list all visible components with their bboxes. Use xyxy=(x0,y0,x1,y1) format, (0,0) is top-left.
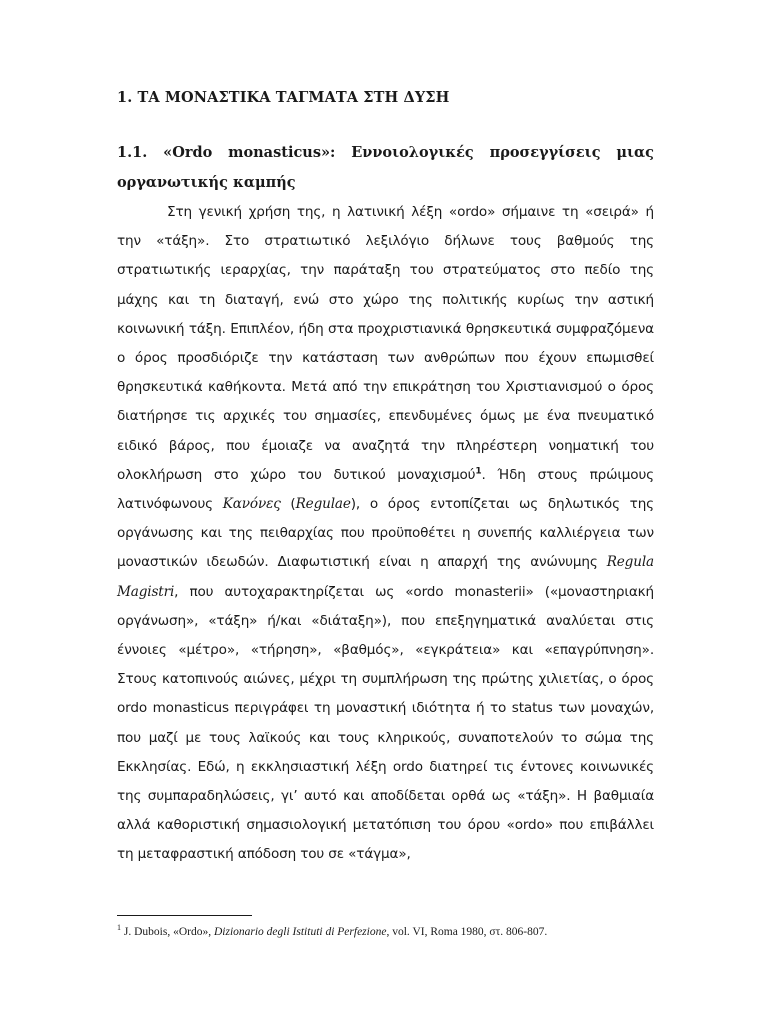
footnote-text-after: , vol. VI, Roma 1980, στ. 806-807. xyxy=(386,925,548,938)
paragraph-text-5: , που αυτοχαρακτηρίζεται ως «ordo monasterii» («μοναστηριακή οργάνωση», «τάξη» ή/και «διάταξη»), που επεξηγηματικά αναλύεται στις έννοιες «μέτρο», «τήρηση», «βαθμός», «εγκράτεια» και «επαγρύπνηση». Στους κατοπινούς αιώνες, μέχρι τη συμπλήρωση της πρώτης χιλιετίας, ο όρος ordo monasticus περιγράφει τη μοναστική ιδιότητα ή το status των μοναχών, που μαζί με τους λαϊκούς και τους κληρικούς, συναποτελούν το σώμα της Εκκλησίας. Εδώ, η εκκλησιαστική λέξη ordo διατηρεί τις έντονες κοινωνικές της συμπαραδηλώσεις, γι’ αυτό και αποδίδεται ορθά ως «τάξη». Η βαθμιαία αλλά καθοριστική σημασιολογική μετατόπιση του όρου «ordo» που επιβάλλει τη μεταφραστική απόδοση του σε «τάγμα», xyxy=(117,583,654,863)
footnote-separator xyxy=(117,915,252,916)
footnote-title: Dizionario degli Istituti di Perfezione xyxy=(213,925,387,938)
kanones-term: Κανόνες xyxy=(222,496,281,513)
paragraph-text-2: . Ήδη στους πρώιμους λατινόφωνους xyxy=(117,466,654,513)
chapter-heading: 1. ΤΑ ΜΟΝΑΣΤΙΚΑ ΤΑΓΜΑΤΑ ΣΤΗ ΔΥΣΗ xyxy=(117,89,450,106)
section-heading: 1.1. «Ordo monasticus»: Εννοιολογικές προσεγγίσεις μιας οργανωτικής καμπής xyxy=(117,144,654,191)
footnote-reference[interactable]: 1 xyxy=(475,466,482,477)
document-body xyxy=(117,88,654,870)
paragraph-text-3: ( xyxy=(280,496,296,513)
footnote-text-before: J. Dubois, «Ordo», xyxy=(121,925,214,938)
main-paragraph xyxy=(117,198,654,870)
footnote xyxy=(117,921,677,939)
paragraph-text-4: ), ο όρος εντοπίζεται ως δηλωτικός της οργάνωσης και της πειθαρχίας που προϋποθέτει η συνεπής καλλιέργεια των μοναστικών ιδεωδών. Διαφωτιστική είναι η απαρχή της ανώνυμης xyxy=(117,496,654,571)
regulae-term: Regulae xyxy=(295,496,351,513)
paragraph-text-1: Στη γενική χρήση της, η λατινική λέξη «ordo» σήμαινε τη «σειρά» ή την «τάξη». Στο στρατιωτικό λεξιλόγιο δήλωνε τους βαθμούς της στρατιωτικής ιεραρχίας, την παράταξη του στρατεύματος στο πεδίο της μάχης και τη διαταγή, ενώ στο χώρο της πολιτικής κυρίως την αστική κοινωνική τάξη. Επιπλέον, ήδη στα προχριστιανικά θρησκευτικά συμφραζόμενα ο όρος προσδιόριζε την κατάσταση των ανθρώπων που έχουν επωμισθεί θρησκευτικά καθήκοντα. Μετά από την επικράτηση του Χριστιανισμού ο όρος διατήρησε τις αρχικές του σημασίες, επενδυμένες όμως με ένα πνευματικό ειδικό βάρος, που έμοιαζε να αναζητά την πληρέστερη νοηματική του ολοκλήρωση στο χώρο του δυτικού μοναχισμού xyxy=(117,204,654,483)
regula-magistri-term: Regula Magistri xyxy=(117,554,654,600)
footnote-number: 1 xyxy=(117,923,121,932)
